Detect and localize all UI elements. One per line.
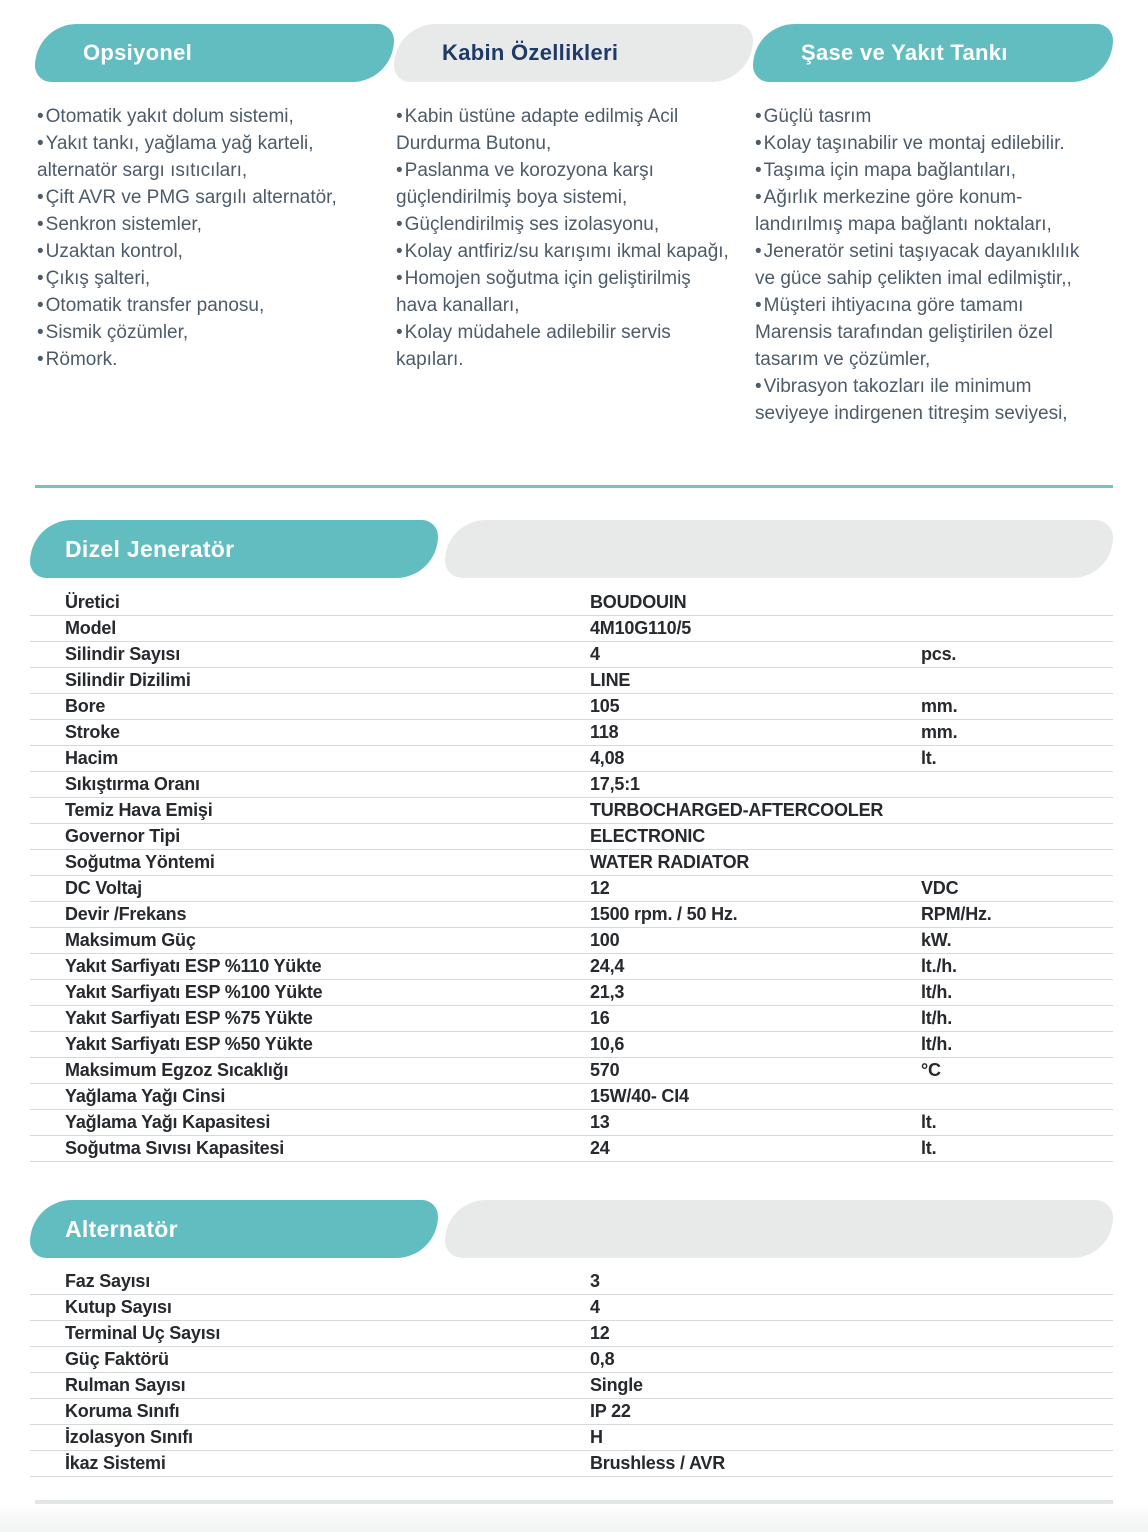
spec-label: Güç Faktörü: [65, 1349, 169, 1369]
feature-item: • Otomatik yakıt dolum sistemi,: [37, 103, 372, 130]
section-title: Dizel Jeneratör: [65, 535, 235, 562]
spec-label: Koruma Sınıfı: [65, 1401, 180, 1421]
spec-value: 4,08: [590, 748, 625, 768]
spec-row: [30, 1032, 1113, 1058]
spec-value: BOUDOUIN: [590, 592, 687, 612]
spec-row: [30, 746, 1113, 772]
feature-item: • Kolay taşınabilir ve montaj edilebilir.: [755, 130, 1091, 157]
feature-list-opsiyonel: [37, 103, 372, 373]
spec-value: 24: [590, 1138, 610, 1158]
spec-label: Maksimum Egzoz Sıcaklığı: [65, 1060, 289, 1080]
feature-columns: [35, 24, 1113, 427]
spec-row: [30, 902, 1113, 928]
spec-row: [30, 590, 1113, 616]
feature-item: • Taşıma için mapa bağlantıları,: [755, 157, 1091, 184]
feature-title: Şase ve Yakıt Tankı: [801, 40, 1008, 65]
spec-value: Single: [590, 1375, 643, 1395]
spec-value: 12: [590, 878, 610, 898]
spec-row: [30, 720, 1113, 746]
spec-label: Sıkıştırma Oranı: [65, 774, 200, 794]
section-header: [30, 520, 1113, 578]
spec-unit: mm.: [921, 722, 958, 742]
spec-unit: lt/h.: [921, 1008, 952, 1028]
spec-unit: lt/h.: [921, 982, 952, 1002]
spec-label: Faz Sayısı: [65, 1271, 151, 1291]
spec-unit: VDC: [921, 878, 959, 898]
spec-label: Soğutma Sıvısı Kapasitesi: [65, 1138, 285, 1158]
spec-label: İkaz Sistemi: [65, 1453, 166, 1473]
spec-row: [30, 1399, 1113, 1425]
section-header-tail: [445, 520, 1113, 578]
spec-unit: °C: [921, 1060, 941, 1080]
spec-value: 16: [590, 1008, 610, 1028]
spec-label: Stroke: [65, 722, 120, 742]
spec-unit: lt.: [921, 748, 937, 768]
feature-item: • Uzaktan kontrol,: [37, 238, 372, 265]
spec-value: 10,6: [590, 1034, 625, 1054]
spec-row: [30, 1269, 1113, 1295]
spec-value: 570: [590, 1060, 620, 1080]
feature-title: Opsiyonel: [83, 40, 193, 65]
section-title-pill: [30, 520, 438, 578]
feature-list-sase-ve-yakit-tanki: [755, 103, 1091, 427]
spec-value: Brushless / AVR: [590, 1453, 726, 1473]
spec-label: Soğutma Yöntemi: [65, 852, 215, 872]
spec-row: [30, 798, 1113, 824]
spec-unit: lt/h.: [921, 1034, 952, 1054]
feature-item: • Sismik çözümler,: [37, 319, 372, 346]
bottom-rule: [35, 1500, 1113, 1504]
spec-row: [30, 824, 1113, 850]
spec-row: [30, 1347, 1113, 1373]
spec-value: IP 22: [590, 1401, 631, 1421]
spec-label: İzolasyon Sınıfı: [65, 1427, 193, 1447]
spec-row: [30, 1006, 1113, 1032]
spec-label: Silindir Dizilimi: [65, 670, 191, 690]
spec-value: 15W/40- CI4: [590, 1086, 689, 1106]
spec-row: [30, 1058, 1113, 1084]
feature-item: • Homojen soğutma için geliştirilmiş hava kanalları,: [396, 265, 731, 319]
spec-value: 21,3: [590, 982, 625, 1002]
feature-item: • Yakıt tankı, yağlama yağ karteli, alternatör sargı ısıtıcıları,: [37, 130, 372, 184]
spec-row: [30, 1110, 1113, 1136]
spec-unit: pcs.: [921, 644, 957, 664]
spec-row: [30, 850, 1113, 876]
spec-value: 12: [590, 1323, 610, 1343]
feature-column-opsiyonel: [35, 24, 394, 427]
spec-row: [30, 1084, 1113, 1110]
spec-row: [30, 1136, 1113, 1162]
spec-unit: lt./h.: [921, 956, 957, 976]
spec-row: [30, 928, 1113, 954]
spec-value: 1500 rpm. / 50 Hz.: [590, 904, 738, 924]
spec-row: [30, 1295, 1113, 1321]
section-title: Alternatör: [65, 1215, 178, 1242]
spec-unit: mm.: [921, 696, 958, 716]
spec-row: [30, 668, 1113, 694]
spec-table-alternator: [30, 1269, 1113, 1477]
spec-table-dizel-jenerator: [30, 590, 1113, 1162]
feature-header-kabin-ozellikleri: [394, 24, 753, 82]
spec-label: Rulman Sayısı: [65, 1375, 186, 1395]
spec-value: 24,4: [590, 956, 625, 976]
feature-item: • Senkron sistemler,: [37, 211, 372, 238]
spec-label: Yakıt Sarfiyatı ESP %75 Yükte: [65, 1008, 313, 1028]
section-header-tail: [445, 1200, 1113, 1258]
spec-value: 0,8: [590, 1349, 615, 1369]
spec-row: [30, 772, 1113, 798]
spec-label: Kutup Sayısı: [65, 1297, 172, 1317]
spec-row: [30, 876, 1113, 902]
spec-row: [30, 1425, 1113, 1451]
spec-row: [30, 1373, 1113, 1399]
teal-divider: [35, 485, 1113, 488]
spec-value: TURBOCHARGED-AFTERCOOLER: [590, 800, 884, 820]
spec-unit: lt.: [921, 1138, 937, 1158]
spec-label: Maksimum Güç: [65, 930, 196, 950]
spec-label: Yağlama Yağı Kapasitesi: [65, 1112, 271, 1132]
feature-item: • Vibrasyon takozları ile minimum seviyeye indirgenen titreşim seviyesi,: [755, 373, 1091, 427]
section-header: [30, 1200, 1113, 1258]
spec-row: [30, 1451, 1113, 1477]
spec-row: [30, 1321, 1113, 1347]
spec-label: Yakıt Sarfiyatı ESP %50 Yükte: [65, 1034, 313, 1054]
spec-row: [30, 694, 1113, 720]
spec-value: 105: [590, 696, 620, 716]
spec-label: Yakıt Sarfiyatı ESP %110 Yükte: [65, 956, 322, 976]
spec-value: WATER RADIATOR: [590, 852, 750, 872]
feature-item: • Güçlü tasrım: [755, 103, 1091, 130]
feature-item: • Çıkış şalteri,: [37, 265, 372, 292]
feature-column-kabin-ozellikleri: [394, 24, 753, 427]
spec-label: Bore: [65, 696, 106, 716]
spec-label: Devir /Frekans: [65, 904, 187, 924]
feature-item: • Kolay müdahele adilebilir servis kapıları.: [396, 319, 731, 373]
spec-value: 118: [590, 722, 619, 742]
feature-item: • Kolay antfiriz/su karışımı ikmal kapağı,: [396, 238, 731, 265]
spec-value: H: [590, 1427, 603, 1447]
spec-row: [30, 616, 1113, 642]
spec-row: [30, 642, 1113, 668]
spec-row: [30, 980, 1113, 1006]
spec-unit: kW.: [921, 930, 952, 950]
spec-unit: RPM/Hz.: [921, 904, 992, 924]
feature-item: • Güçlendirilmiş ses izolasyonu,: [396, 211, 731, 238]
spec-unit: lt.: [921, 1112, 937, 1132]
spec-label: Hacim: [65, 748, 119, 768]
spec-label: Governor Tipi: [65, 826, 181, 846]
spec-value: 17,5:1: [590, 774, 640, 794]
spec-value: 3: [590, 1271, 600, 1291]
feature-item: • Römork.: [37, 346, 372, 373]
section-dizel-jenerator: [30, 520, 1113, 1162]
feature-title: Kabin Özellikleri: [442, 40, 619, 65]
spec-label: Yakıt Sarfiyatı ESP %100 Yükte: [65, 982, 323, 1002]
spec-value: 4M10G110/5: [590, 618, 692, 638]
feature-header-sase-ve-yakit-tanki: [753, 24, 1113, 82]
spec-label: Üretici: [65, 592, 120, 612]
spec-label: Terminal Uç Sayısı: [65, 1323, 221, 1343]
spec-value: 13: [590, 1112, 610, 1132]
spec-label: Yağlama Yağı Cinsi: [65, 1086, 226, 1106]
feature-item: • Paslanma ve korozyona karşı güçlendirilmiş boya sistemi,: [396, 157, 731, 211]
feature-item: • Jeneratör setini taşıyacak dayanıklılık ve güce sahip çelikten imal edilmiştir,,: [755, 238, 1091, 292]
feature-item: • Müşteri ihtiyacına göre tamamı Marensis tarafından geliştirilen özel tasarım ve çözümler,: [755, 292, 1091, 373]
spec-value: 4: [590, 1297, 600, 1317]
feature-item: • Çift AVR ve PMG sargılı alternatör,: [37, 184, 372, 211]
feature-list-kabin-ozellikleri: [396, 103, 731, 373]
feature-item: • Otomatik transfer panosu,: [37, 292, 372, 319]
spec-value: LINE: [590, 670, 631, 690]
spec-value: ELECTRONIC: [590, 826, 706, 846]
feature-item: • Kabin üstüne adapte edilmiş Acil Durdurma Butonu,: [396, 103, 731, 157]
feature-item: • Ağırlık merkezine göre konum-landırılmış mapa bağlantı noktaları,: [755, 184, 1091, 238]
spec-label: DC Voltaj: [65, 878, 142, 898]
spec-value: 100: [590, 930, 620, 950]
section-alternator: [30, 1200, 1113, 1477]
section-title-pill: [30, 1200, 438, 1258]
spec-label: Temiz Hava Emişi: [65, 800, 213, 820]
spec-row: [30, 954, 1113, 980]
spec-value: 4: [590, 644, 600, 664]
feature-header-opsiyonel: [35, 24, 394, 82]
spec-label: Silindir Sayısı: [65, 644, 181, 664]
spec-label: Model: [65, 618, 116, 638]
feature-column-sase-ve-yakit-tanki: [753, 24, 1113, 427]
